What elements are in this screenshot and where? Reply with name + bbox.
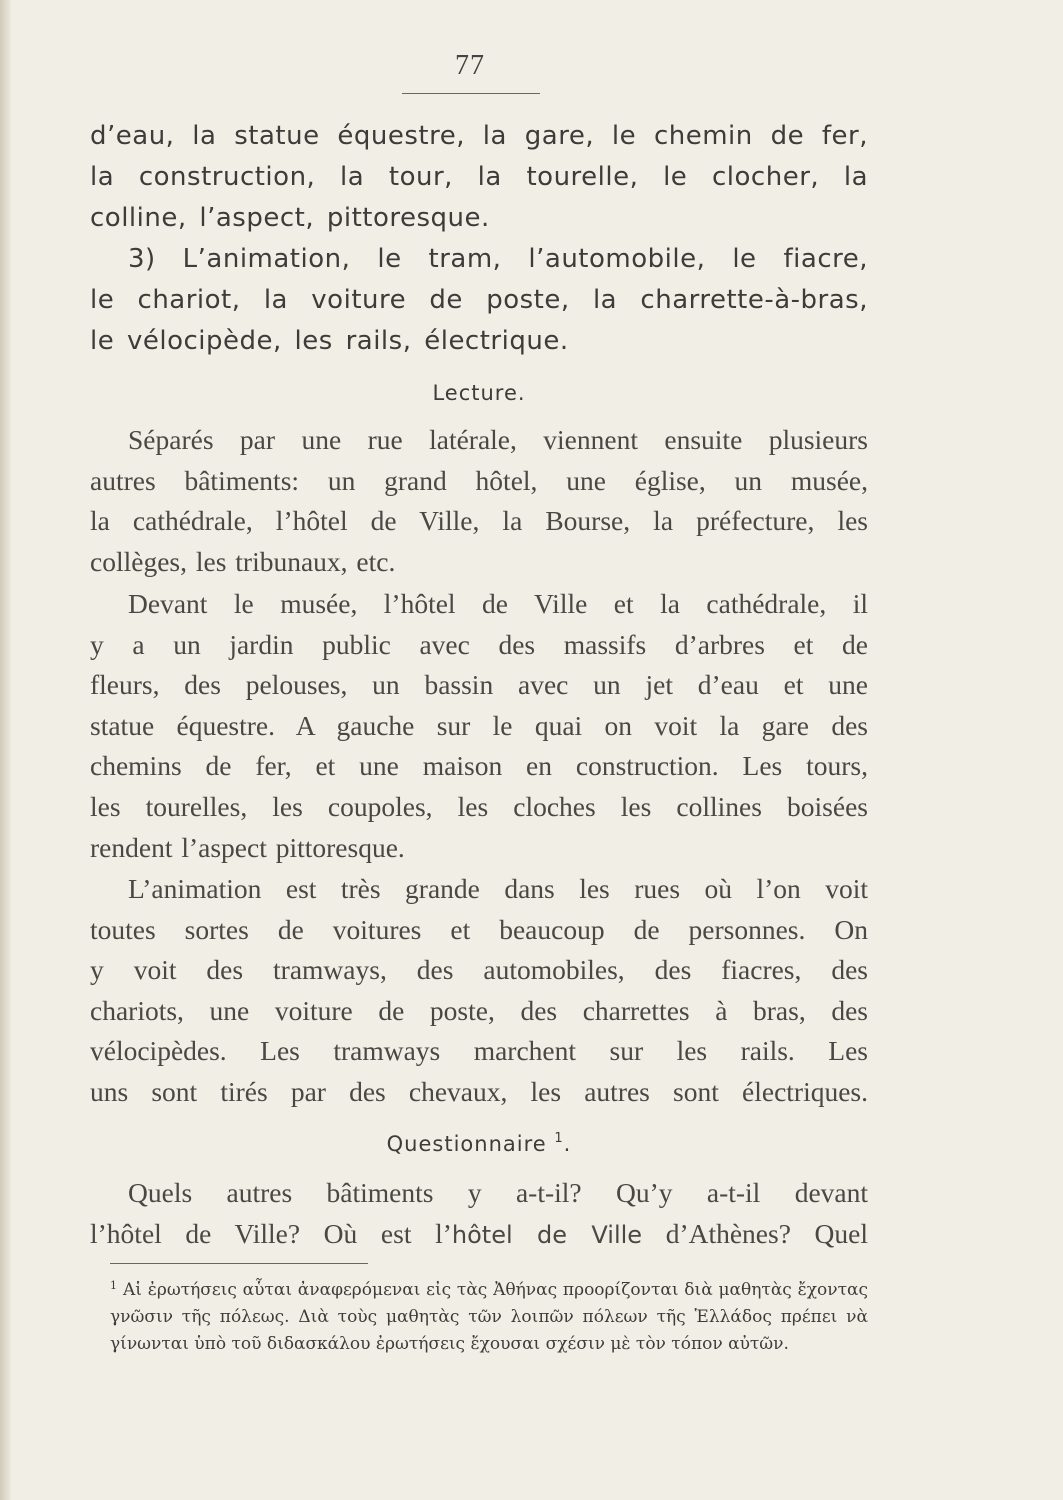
lecture-paragraph-3: [90, 869, 868, 1113]
paragraph-line: y a un jardin public avec des massifs d’arbres et de: [90, 628, 868, 660]
vocab-line: la construction, la tour, la tourelle, le clocher, la: [90, 162, 868, 192]
paragraph-line: autres bâtiments: un grand hôtel, une église, un musée,: [90, 464, 868, 496]
paragraph-line: toutes sortes de voitures et beaucoup de personnes. On: [90, 913, 868, 945]
vocab-line: colline, l’aspect, pittoresque.: [90, 203, 490, 233]
questionnaire-line: [90, 1214, 868, 1256]
footnote-marker: 1: [110, 1279, 117, 1292]
paragraph-line: la cathédrale, l’hôtel de Ville, la Bourse, la préfecture, les: [90, 505, 868, 537]
paragraph-line: chariots, une voiture de poste, des charrettes à bras, des: [90, 994, 868, 1026]
vocab-line: d’eau, la statue équestre, la gare, le chemin de fer,: [90, 121, 868, 151]
paragraph-line: uns sont tirés par des chevaux, les autres sont électriques.: [90, 1075, 868, 1107]
paragraph-line: les tourelles, les coupoles, les cloches les collines boisées: [90, 790, 868, 822]
paragraph-line: L’animation est très grande dans les rues où l’on voit: [128, 873, 868, 904]
paragraph-line: y voit des tramways, des automobiles, des fiacres, des: [90, 954, 868, 986]
paragraph-line: rendent l’aspect pittoresque.: [90, 831, 405, 863]
heading-period: .: [563, 1132, 572, 1156]
paragraph-line: chemins de fer, et une maison en construction. Les tours,: [90, 750, 868, 782]
vocabulary-section: [90, 116, 868, 362]
questionnaire-line: Quels autres bâtiments y a-t-il? Qu’y a-t-il devant: [128, 1177, 868, 1208]
lecture-paragraph-1: [90, 420, 868, 582]
page-number: 77: [455, 50, 485, 81]
page-number-rule: [402, 93, 540, 94]
vocab-line: le chariot, la voiture de poste, la charrette-à-bras,: [90, 285, 868, 315]
paragraph-line: vélocipèdes. Les tramways marchent sur les rails. Les: [90, 1035, 868, 1067]
paragraph-line: collèges, les tribunaux, etc.: [90, 545, 396, 577]
footnote-reference: 1: [554, 1131, 564, 1146]
paragraph-line: Devant le musée, l’hôtel de Ville et la cathédrale, il: [128, 588, 868, 619]
footnote-text: Αἱ ἐρωτήσεις αὗται ἀναφερόμεναι εἰς τὰς Ἀθήνας προορίζονται διὰ μαθητὰς ἔχοντας γνῶσιν τῆς πόλεως. Διὰ τοὺς μαθητὰς τῶν λοιπῶν πόλεων τῆς Ἑλλάδος πρέπει νὰ γίνωνται ὑπὸ τοῦ διδασκάλου ἐρωτήσεις ἔχουσαι σχέσιν μὲ τὸν τόπον αὐτῶν.: [110, 1280, 868, 1354]
vocab-line: 3) L’animation, le tram, l’automobile, le fiacre,: [128, 244, 868, 274]
paragraph-line: fleurs, des pelouses, un bassin avec un jet d’eau et une: [90, 669, 868, 701]
binding-edge: [0, 0, 12, 1500]
footnote-rule: [110, 1263, 368, 1264]
questionnaire-line-part: l’hôtel de Ville? Où est l’: [90, 1217, 452, 1249]
vocab-line: le vélocipède, les rails, électrique.: [90, 326, 569, 356]
lecture-paragraph-2: [90, 584, 868, 868]
questionnaire-heading: [90, 1131, 868, 1156]
questionnaire-line-part: d’Athènes? Quel: [642, 1217, 869, 1249]
questionnaire-text: [90, 1173, 868, 1255]
questionnaire-heading-text: Questionnaire: [386, 1132, 547, 1156]
paragraph-line: statue équestre. A gauche sur le quai on voit la gare des: [90, 709, 868, 741]
lecture-heading: Lecture.: [432, 381, 526, 405]
footnote: [110, 1272, 868, 1358]
questionnaire-line-emphasis: hôtel de Ville: [451, 1220, 643, 1249]
paragraph-line: Séparés par une rue latérale, viennent ensuite plusieurs: [128, 424, 868, 455]
